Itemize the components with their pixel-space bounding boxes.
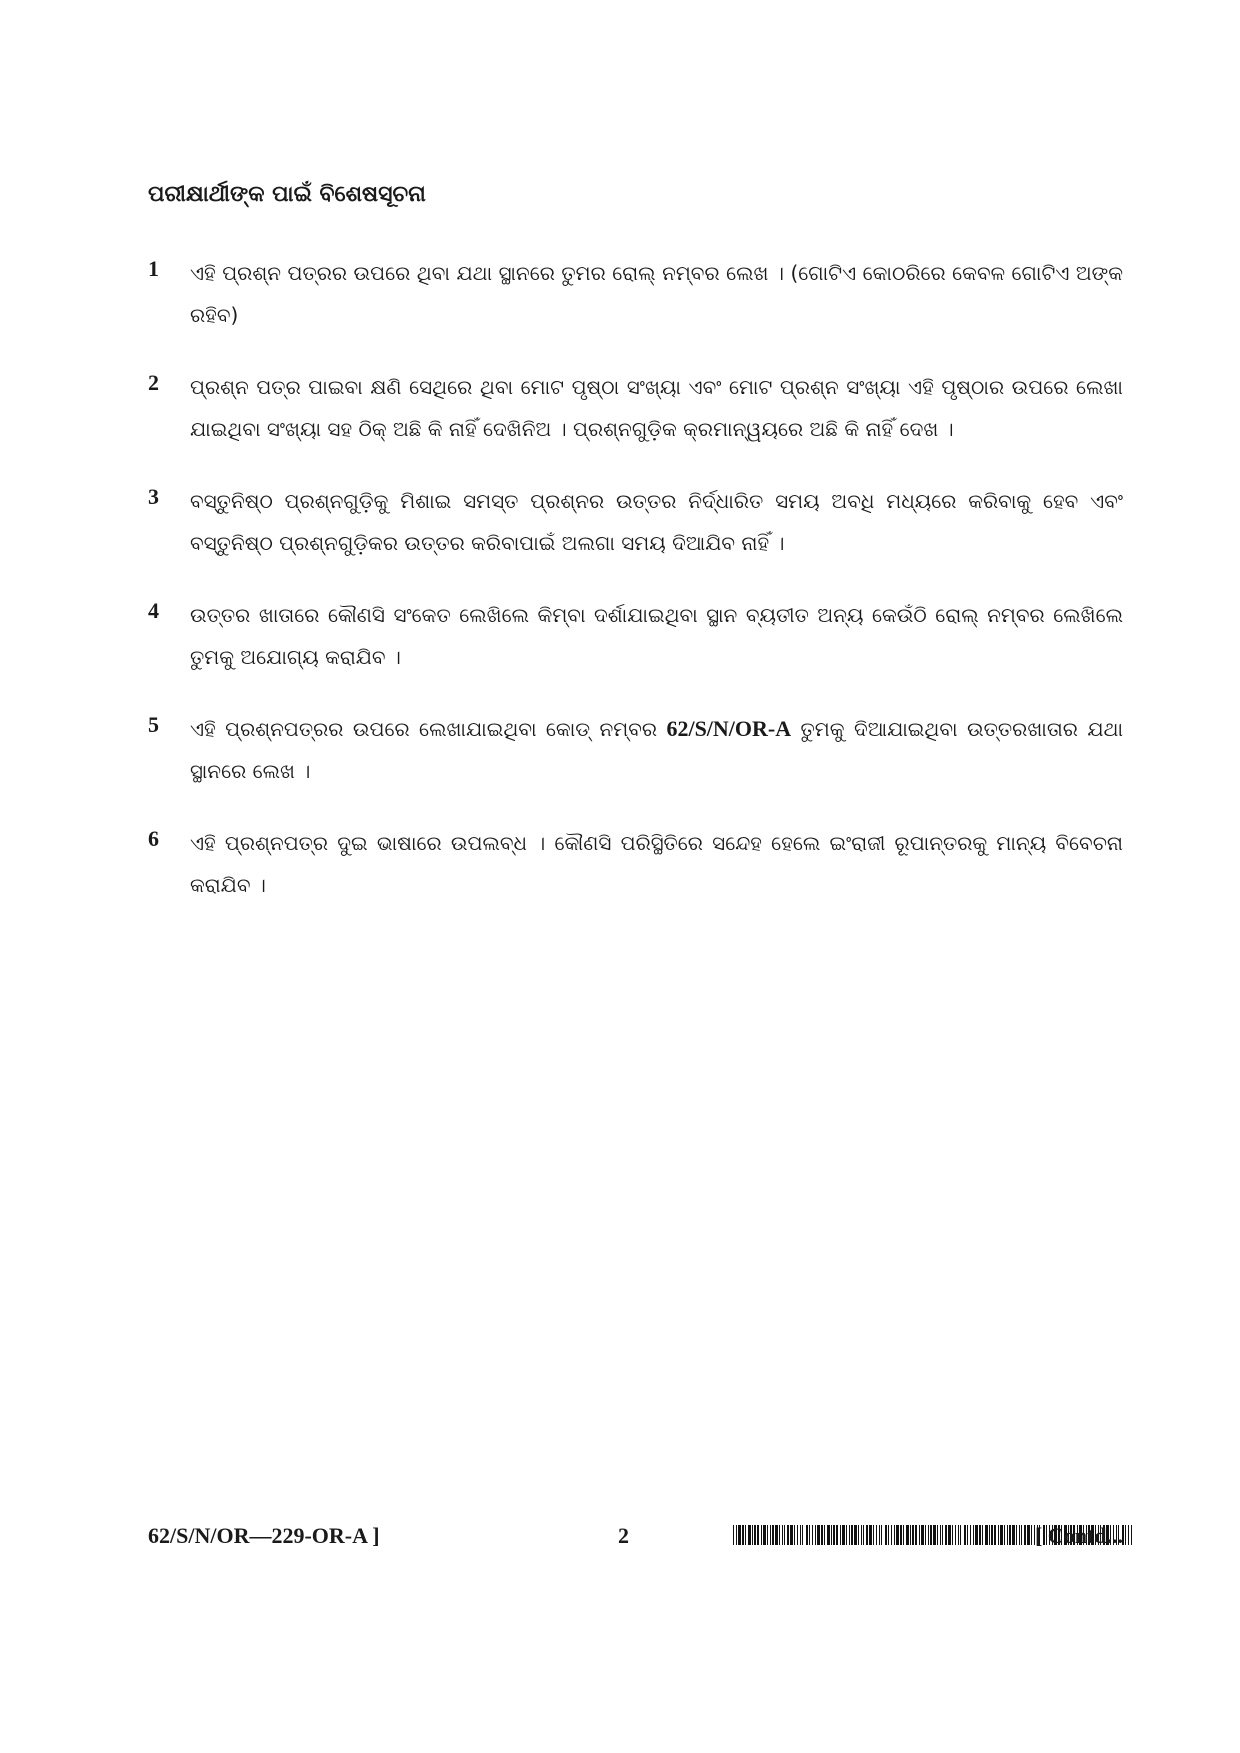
instruction-text-after-code: ତୁମକୁ ଦିଆଯାଇଥିବା ଉତ୍ତରଖାତାର ଯଥା ସ୍ଥାନରେ ଲେଖ । [190, 717, 1123, 783]
instruction-text: ଏହି ପ୍ରଶ୍ନ ପତ୍ରର ଉପରେ ଥିବା ଯଥା ସ୍ଥାନରେ ତୁମର ରୋଲ୍ ନମ୍ବର ଲେଖ । (ଗୋଟିଏ କୋଠରିରେ କେବଳ ଗୋଟିଏ ଅଙ୍କ ରହିବ) [190, 261, 1123, 327]
instruction-item [148, 708, 1123, 822]
instruction-text [190, 708, 1123, 792]
instruction-number: 3 [148, 484, 159, 509]
page-number: 2 [618, 1523, 629, 1548]
instruction-item [148, 480, 1123, 594]
instructions-list [148, 252, 1123, 936]
instruction-text: ଉତ୍ତର ଖାତାରେ କୌଣସି ସଂକେତ ଲେଖିଲେ କିମ୍ବା ଦର୍ଶାଯାଇଥିବା ସ୍ଥାନ ବ୍ୟତୀତ ଅନ୍ୟ କେଉଁଠି ରୋଲ୍ ନମ୍ବର ଲେଖିଲେ ତୁମକୁ ଅଯୋଗ୍ୟ କରାଯିବ । [190, 603, 1123, 669]
footer-paper-code: 62/S/N/OR—229-OR-A ] [148, 1523, 380, 1548]
instruction-item [148, 252, 1123, 366]
instruction-item [148, 366, 1123, 480]
instruction-text: ବସ୍ତୁନିଷ୍ଠ ପ୍ରଶ୍ନଗୁଡ଼ିକୁ ମିଶାଇ ସମସ୍ତ ପ୍ରଶ୍ନର ଉତ୍ତର ନିର୍ଦ୍ଧାରିତ ସମୟ ଅବଧି ମଧ୍ୟରେ କରିବାକୁ ହେବ ଏବଂ ବସ୍ତୁନିଷ୍ଠ ପ୍ରଶ୍ନଗୁଡ଼ିକର ଉତ୍ତର କରିବାପାଇଁ ଅଲଗା ସମୟ ଦିଆଯିବ ନାହିଁ । [190, 489, 1123, 555]
instruction-text: ଏହି ପ୍ରଶ୍ନପତ୍ର ଦୁଇ ଭାଷାରେ ଉପଲବ୍ଧ । କୌଣସି ପରିସ୍ଥିତିରେ ସନ୍ଦେହ ହେଲେ ଇଂରାଜୀ ରୂପାନ୍ତରକୁ ମାନ୍ୟ ବିବେଚନା କରାଯିବ । [190, 831, 1123, 897]
instruction-text: ପ୍ରଶ୍ନ ପତ୍ର ପାଇବା କ୍ଷଣି ସେଥିରେ ଥିବା ମୋଟ ପୃଷ୍ଠା ସଂଖ୍ୟା ଏବଂ ମୋଟ ପ୍ରଶ୍ନ ସଂଖ୍ୟା ଏହି ପୃଷ୍ଠାର ଉପରେ ଲେଖା ଯାଇଥିବା ସଂଖ୍ୟା ସହ ଠିକ୍ ଅଛି କି ନାହିଁ ଦେଖିନିଅ । ପ୍ରଶ୍ନଗୁଡ଼ିକ କ୍ରମାନ୍ୱୟରେ ଅଛି କି ନାହିଁ ଦେଖ । [190, 375, 1123, 441]
instruction-item [148, 594, 1123, 708]
page-footer [148, 1523, 1123, 1555]
instruction-number: 6 [148, 826, 159, 851]
instruction-item [148, 822, 1123, 936]
instruction-number: 4 [148, 598, 159, 623]
instruction-number: 5 [148, 712, 159, 737]
instruction-number: 2 [148, 370, 159, 395]
continued-label: [ Contd... [1034, 1523, 1123, 1548]
instructions-heading: ପରୀକ୍ଷାର୍ଥୀଙ୍କ ପାଇଁ ବିଶେଷସୂଚନା [148, 182, 426, 207]
instruction-number: 1 [148, 256, 159, 281]
instruction-text-before-code: ଏହି ପ୍ରଶ୍ନପତ୍ରର ଉପରେ ଲେଖାଯାଇଥିବା କୋଡ୍ ନମ୍ବର [190, 717, 667, 741]
question-paper-code: 62/S/N/OR-A [666, 716, 792, 741]
